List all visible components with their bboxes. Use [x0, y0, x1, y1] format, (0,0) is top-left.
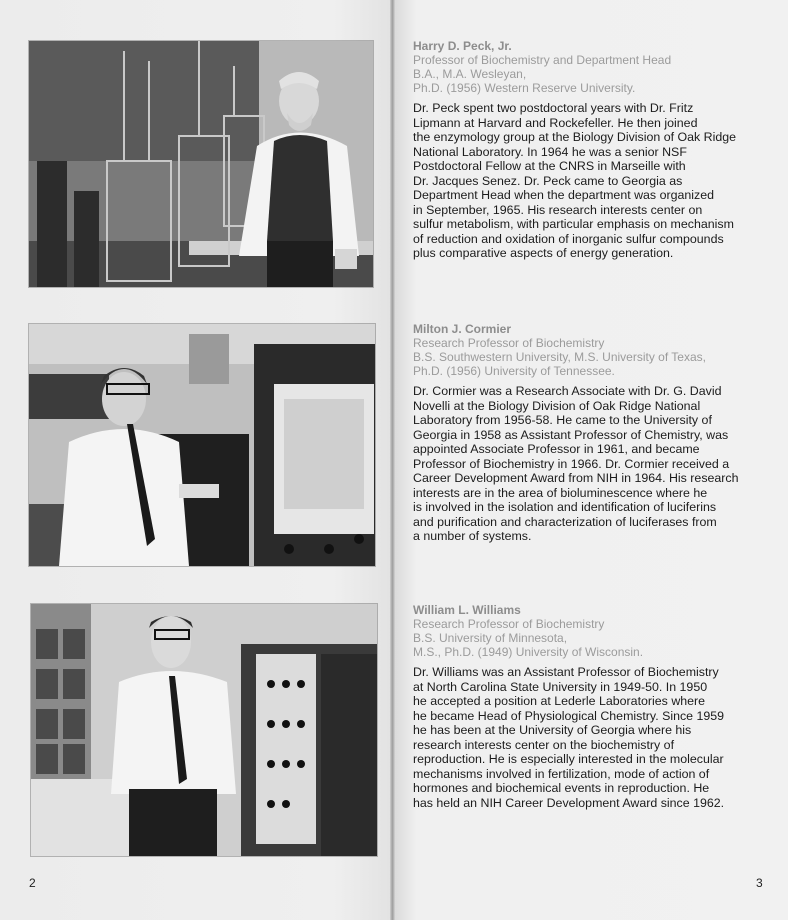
bio-line: research interests center on the biochemistry of — [413, 737, 675, 752]
bio-line: sulfur metabolism, with particular emphasis on mechanism — [413, 217, 734, 231]
bio-line: Dr. Peck spent two postdoctoral years with Dr. Fritz — [413, 101, 694, 115]
bio-line: interests are in the area of bioluminescence where he — [413, 485, 708, 500]
person-name: William L. Williams — [413, 603, 521, 617]
bio-line: hormones and biochemical events in reproduction. He — [413, 781, 710, 795]
bio-line: the enzymology group at the Biology Division of Oak Ridge — [413, 130, 737, 144]
bio-paragraph — [413, 101, 761, 261]
bio-line: Georgia in 1958 as Assistant Professor of Chemistry, was — [413, 427, 729, 442]
bio-line: in September, 1965. His research interests center on — [413, 202, 703, 217]
portrait-photo-williams — [31, 604, 377, 856]
person-name: Milton J. Cormier — [413, 322, 512, 336]
bio-line: Dr. Jacques Senez. Dr. Peck came to Georgia as — [413, 173, 683, 188]
bio-paragraph — [413, 384, 761, 544]
page-gutter — [390, 0, 395, 920]
bio-line: appointed Associate Professor in 1961, and became — [413, 442, 700, 456]
bio-line: Novelli at the Biology Division of Oak Ridge National — [413, 398, 701, 413]
bio-line: at North Carolina State University in 1949-50. In 1950 — [413, 679, 708, 694]
bio-line: Lipmann at Harvard and Rockefeller. He then joined — [413, 115, 698, 130]
bio-line: he has been at the University of Georgia where his — [413, 723, 692, 737]
person-name: Harry D. Peck, Jr. — [413, 39, 512, 53]
bio-section-williams — [413, 603, 761, 810]
bio-line: Career Development Award from NIH in 1964. His research — [413, 471, 739, 485]
bio-line: has held an NIH Career Development Award since 1962. — [413, 795, 725, 810]
bio-line: is involved in the isolation and identification of luciferins — [413, 500, 717, 514]
portrait-photo-peck — [29, 41, 373, 287]
bio-line: he accepted a position at Lederle Laboratories where — [413, 694, 706, 708]
bio-line: National Laboratory. In 1964 he was a senior NSF — [413, 144, 687, 159]
bio-line: Professor of Biochemistry in 1966. Dr. Cormier received a — [413, 456, 730, 471]
bio-line: of reduction and oxidation of inorganic sulfur compounds — [413, 231, 724, 246]
person-degree: B.S. University of Minnesota, — [413, 631, 568, 645]
bio-line: Dr. Williams was an Assistant Professor of Biochemistry — [413, 665, 719, 679]
bio-line: plus comparative aspects of energy generation. — [413, 246, 674, 260]
page-number-left: 2 — [29, 876, 36, 890]
bio-paragraph — [413, 665, 761, 810]
bio-line: he became Head of Physiological Chemistry. Since 1959 — [413, 708, 725, 723]
portrait-photo-cormier — [29, 324, 375, 566]
bio-section-peck — [413, 39, 761, 261]
bio-line: a number of systems. — [413, 529, 532, 543]
person-degree: Ph.D. (1956) University of Tennessee. — [413, 364, 615, 378]
person-degree: M.S., Ph.D. (1949) University of Wisconsin. — [413, 645, 644, 659]
person-degree: Ph.D. (1956) Western Reserve University. — [413, 81, 636, 95]
person-title: Research Professor of Biochemistry — [413, 617, 605, 631]
bio-line: Dr. Cormier was a Research Associate with Dr. G. David — [413, 384, 722, 398]
bio-section-cormier — [413, 322, 761, 544]
bio-line: reproduction. He is especially interested in the molecular — [413, 752, 724, 766]
person-title: Professor of Biochemistry and Department Head — [413, 53, 672, 67]
bio-line: Department Head when the department was organized — [413, 188, 714, 202]
bio-line: and purification and characterization of luciferases from — [413, 514, 717, 529]
person-title: Research Professor of Biochemistry — [413, 336, 605, 350]
bio-line: Postdoctoral Fellow at the CNRS in Marseille with — [413, 159, 686, 173]
bio-line: Laboratory from 1956-58. He came to the University of — [413, 413, 712, 427]
person-degree: B.S. Southwestern University, M.S. University of Texas, — [413, 350, 706, 364]
person-degree: B.A., M.A. Wesleyan, — [413, 67, 527, 81]
bio-line: mechanisms involved in fertilization, mode of action of — [413, 766, 710, 781]
page-number-right: 3 — [756, 876, 763, 890]
